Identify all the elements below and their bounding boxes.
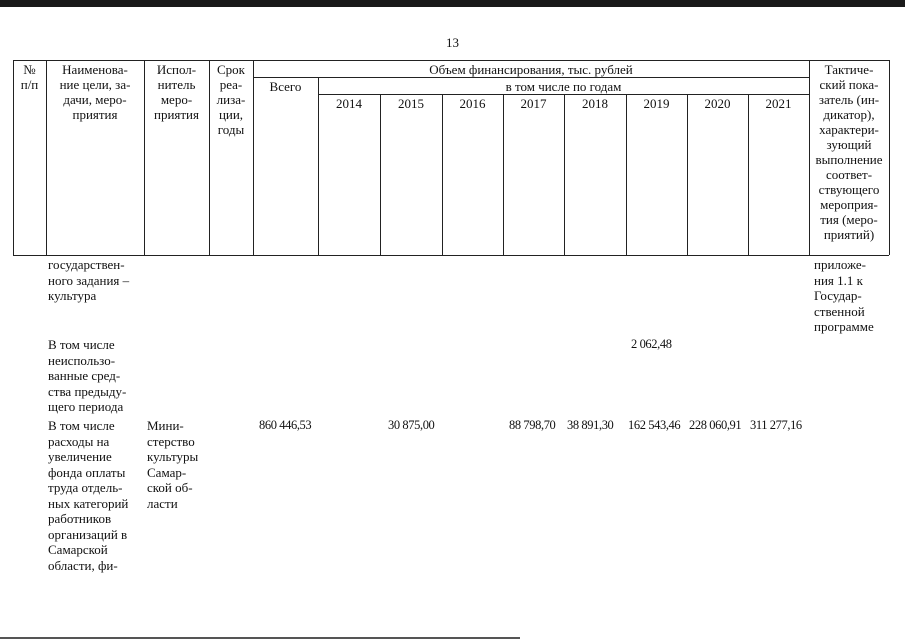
header-total: Всего — [269, 79, 302, 94]
header-executor: Испол- нитель меро- приятия — [153, 62, 199, 122]
row2-name: В том числе неиспользо- ванные сред- ства предыду- щего периода — [48, 337, 127, 414]
header-by-years: в том числе по годам — [505, 79, 622, 94]
year-2019: 2019 — [643, 96, 670, 111]
row3-value-2019: 162 543,46 — [628, 418, 681, 432]
year-2017: 2017 — [520, 96, 547, 111]
grid-line — [442, 94, 443, 255]
year-2016: 2016 — [459, 96, 486, 111]
grid-line — [503, 94, 504, 255]
table-header-bottom-line — [13, 255, 889, 256]
grid-line — [687, 94, 688, 255]
year-2014: 2014 — [336, 96, 362, 111]
row3-value-2018: 38 891,30 — [567, 418, 614, 432]
header-indicator: Тактиче- ский пока- затель (ин- дикатор), характери- зующий выполнение соответ- ствующего мероприя- тия (меро- приятий) — [815, 62, 883, 242]
page-top-border — [0, 0, 905, 7]
page-bottom-rule — [0, 637, 520, 639]
row2-value-2019: 2 062,48 — [631, 337, 672, 351]
row3-value-2017: 88 798,70 — [509, 418, 556, 432]
funding-header-line — [253, 77, 809, 78]
header-name: Наименова- ние цели, за- дачи, меро- приятия — [59, 62, 131, 122]
grid-line — [380, 94, 381, 255]
row3-executor: Мини- стерство культуры Самар- ской об- ласти — [147, 418, 199, 511]
grid-line — [564, 94, 565, 255]
row3-total: 860 446,53 — [259, 418, 312, 432]
grid-line — [626, 94, 627, 255]
header-funding: Объем финансирования, тыс. рублей — [429, 62, 633, 77]
year-2020: 2020 — [704, 96, 731, 111]
row1-indicator: приложе- ния 1.1 к Государ- ственной программе — [814, 257, 874, 334]
page-number: 13 — [446, 35, 459, 50]
grid-line — [748, 94, 749, 255]
row3-value-2021: 311 277,16 — [750, 418, 802, 432]
row3-value-2015: 30 875,00 — [388, 418, 435, 432]
header-number: № п/п — [20, 62, 39, 92]
row3-value-2020: 228 060,91 — [689, 418, 742, 432]
row3-name: В том числе расходы на увеличение фонда оплаты труда отдель- ных категорий работников организаций в Самарской области, фи- — [48, 418, 129, 573]
year-2018: 2018 — [582, 96, 608, 111]
grid-line — [889, 60, 890, 255]
year-2021: 2021 — [765, 96, 792, 111]
year-2015: 2015 — [398, 96, 424, 111]
row1-name: государствен- ного задания – культура — [48, 257, 130, 303]
header-term: Срок реа- лиза- ции, годы — [216, 62, 246, 137]
